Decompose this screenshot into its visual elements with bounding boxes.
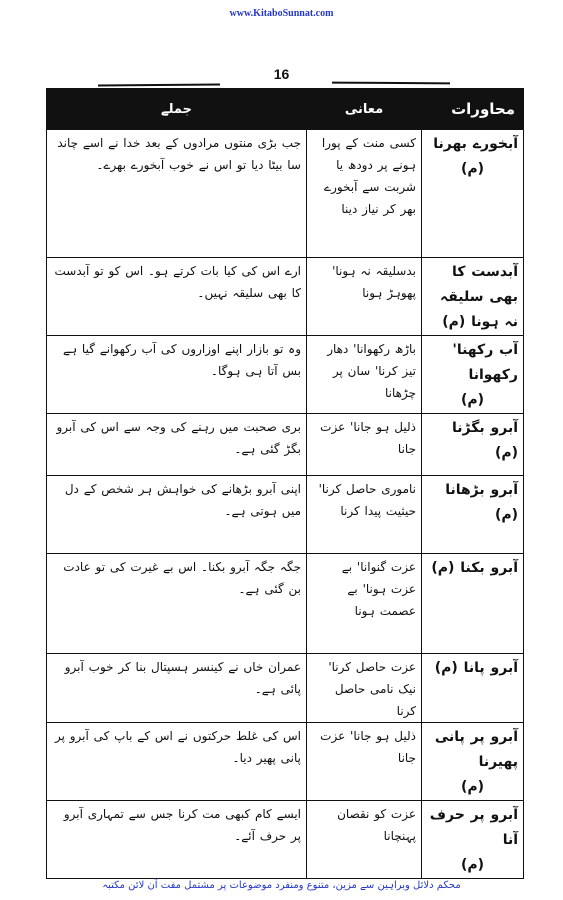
idiom-text: آبرو بگڑنا [452,420,518,436]
meaning-cell: کسی منت کے پورا ہونے پر دودھ یا شربت سے آبخورے بھر کر نیاز دینا [307,130,422,258]
table-header-row [47,89,524,130]
idiom-text: آب رکھنا' رکھوانا [452,342,518,383]
sentence-cell: اپنی آبرو بڑھانے کی خواہش ہر شخص کے دل میں ہوتی ہے۔ [47,476,307,554]
idiom-gender-marker: (م) [460,392,485,408]
table-row [47,336,524,414]
table-row [47,554,524,654]
idiom-gender-marker: (م) [460,779,485,795]
idiom-text: آبخورے بھرنا [433,136,518,152]
idiom-text: آبرو پانا [463,660,518,676]
column-header-idioms: محاورات [422,89,524,130]
meaning-cell: عزت حاصل کرنا' نیک نامی حاصل کرنا [307,654,422,723]
sentence-cell: جگہ جگہ آبرو بکنا۔ اس بے غیرت کی تو عادت بن گئی ہے۔ [47,554,307,654]
idiom-gender-marker: (م) [460,161,485,177]
table-row [47,130,524,258]
idioms-table [46,88,524,879]
table-row [47,258,524,336]
idiom-cell [422,554,524,654]
meaning-cell: عزت کو نقصان پہنچانا [307,801,422,879]
idiom-cell [422,414,524,476]
idiom-gender-marker: (م) [442,314,466,330]
sentence-cell: ایسے کام کبھی مت کرنا جس سے تمہاری آبرو پر حرف آئے۔ [47,801,307,879]
meaning-cell: عزت گنوانا' بے عزت ہونا' بے عصمت ہونا [307,554,422,654]
meaning-cell: ناموری حاصل کرنا' حیثیت پیدا کرنا [307,476,422,554]
idiom-text: آبرو پر پانی پھیرنا [434,729,518,770]
idiom-cell [422,336,524,414]
sentence-cell: عمران خاں نے کینسر ہسپتال بنا کر خوب آبرو پائی ہے۔ [47,654,307,723]
idiom-text: آبرو بکنا [460,560,518,576]
site-url[interactable]: www.KitaboSunnat.com [229,8,334,19]
table-row [47,654,524,723]
footer-tagline[interactable]: محکم دلائل وبراہین سے مزین، متنوع ومنفرد موضوعات پر مشتمل مفت آن لائن مکتبہ [102,880,461,891]
column-header-sentences: جملے [47,89,307,130]
idiom-cell [422,723,524,801]
sentence-cell: بری صحبت میں رہنے کی وجہ سے اس کی آبرو بگڑ گئی ہے۔ [47,414,307,476]
sentence-cell: اس کی غلط حرکتوں نے اس کے باپ کی آبرو پر پانی پھیر دیا۔ [47,723,307,801]
idiom-cell [422,654,524,723]
sentence-cell: وہ تو بازار اپنے اوزاروں کی آب رکھوانے گیا ہے بس آتا ہی ہوگا۔ [47,336,307,414]
idiom-text: آبرو پر حرف آنا [429,807,518,848]
idiom-text: آبدست کا بھی سلیقہ نہ ہونا [439,264,518,330]
header-rule-left [98,83,220,86]
sentence-cell: ارے اس کی کیا بات کرتے ہو۔ اس کو تو آبدست کا بھی سلیقہ نہیں۔ [47,258,307,336]
meaning-cell: باڑھ رکھوانا' دھار تیز کرنا' سان پر چڑھانا [307,336,422,414]
meaning-cell: بدسلیقہ نہ ہونا' پھوہڑ ہونا [307,258,422,336]
meaning-cell: ذلیل ہو جانا' عزت جانا [307,414,422,476]
idiom-gender-marker: (م) [431,560,455,576]
table-row [47,723,524,801]
idiom-gender-marker: (م) [460,857,485,873]
idiom-cell [422,476,524,554]
meaning-cell: ذلیل ہو جانا' عزت جانا [307,723,422,801]
sentence-cell: جب بڑی منتوں مرادوں کے بعد خدا نے اسے چاند سا بیٹا دیا تو اس نے خوب آبخورے بھرے۔ [47,130,307,258]
idiom-cell [422,130,524,258]
page-number: 16 [273,66,290,82]
idiom-text: آبرو بڑھانا [445,482,518,498]
column-header-meanings: معانی [307,89,422,130]
table-body [47,130,524,879]
table-row [47,801,524,879]
idiom-gender-marker: (م) [494,507,518,523]
idiom-cell [422,258,524,336]
header-rule-right [332,82,450,85]
idiom-gender-marker: (م) [434,660,458,676]
table-row [47,476,524,554]
idiom-gender-marker: (م) [494,445,518,461]
table-row [47,414,524,476]
idiom-cell [422,801,524,879]
